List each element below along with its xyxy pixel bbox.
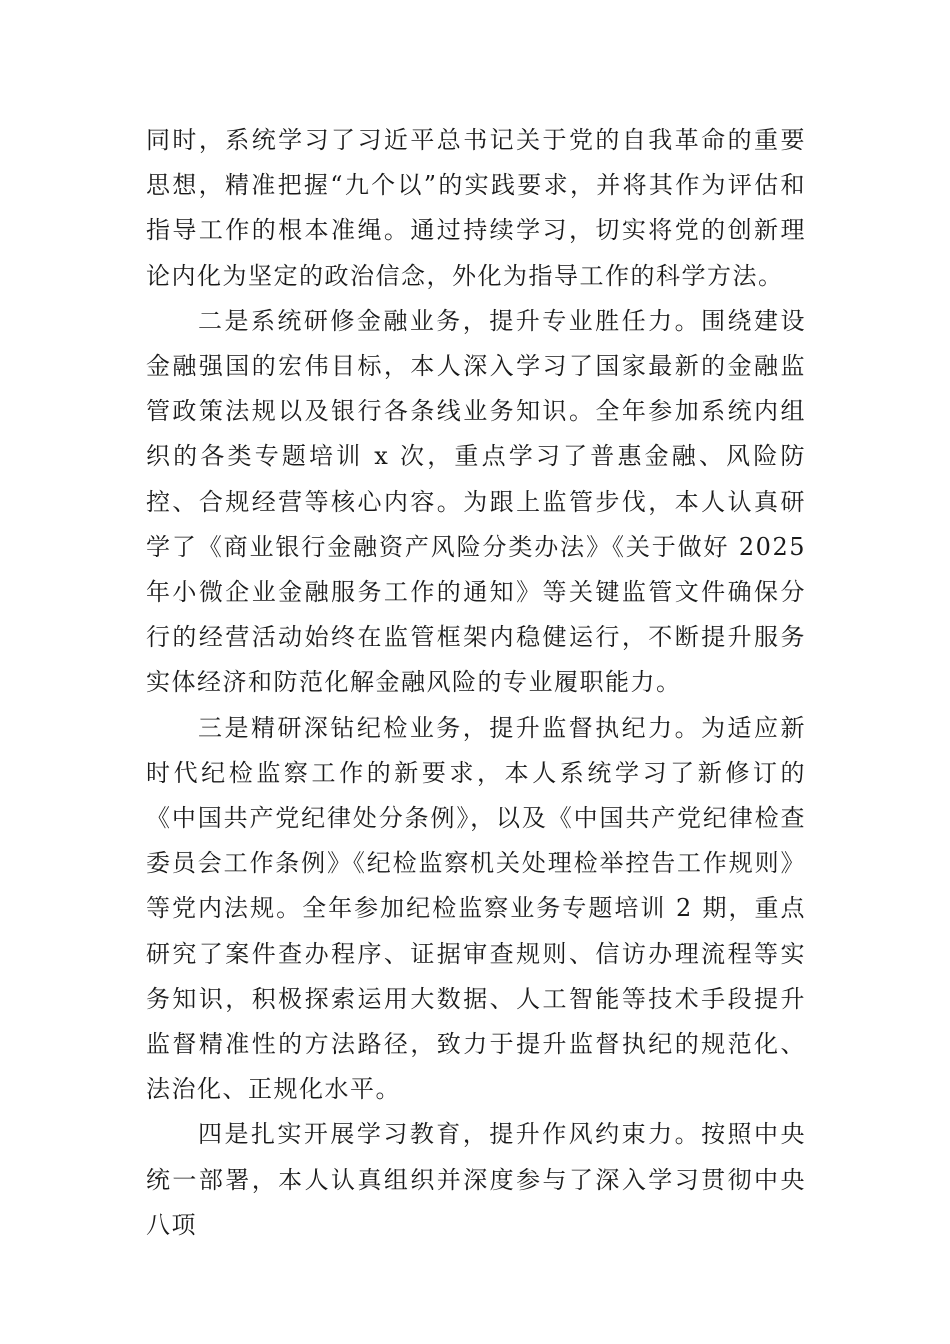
paragraph-discipline-study: 三是精研深钻纪检业务，提升监督执纪力。为适应新时代纪检监察工作的新要求，本人系统学习了新修订的《中国共产党纪律处分条例》，以及《中国共产党纪律检查委员会工作条例》《纪检监察机关处理检举控告工作规则》等党内法规。全年参加纪检监察业务专题培训 2 期，重点研究了案件查办程序、证据审查规则、信访办理流程等实务知识，积极探索运用大数据、人工智能等技术手段提升监督精准性的方法路径，致力于提升监督执纪的规范化、法治化、正规化水平。 (146, 713, 806, 1104)
paragraph-learning-education: 四是扎实开展学习教育，提升作风约束力。按照中央统一部署，本人认真组织并深度参与了深入学习贯彻中央八项 (146, 1120, 806, 1239)
document-body (146, 118, 806, 1248)
paragraph-financial-study: 二是系统研修金融业务，提升专业胜任力。围绕建设金融强国的宏伟目标，本人深入学习了国家最新的金融监管政策法规以及银行各条线业务知识。全年参加系统内组织的各类专题培训 x 次，重点学习了普惠金融、风险防控、合规经营等核心内容。为跟上监管步伐，本人认真研学了《商业银行金融资产风险分类办法》《关于做好 2025 年小微企业金融服务工作的通知》等关键监管文件确保分行的经营活动始终在监管框架内稳健运行，不断提升服务实体经济和防范化解金融风险的专业履职能力。 (146, 306, 806, 697)
paragraph-continuation: 同时，系统学习了习近平总书记关于党的自我革命的重要思想，精准把握“九个以”的实践要求，并将其作为评估和指导工作的根本准绳。通过持续学习，切实将党的创新理论内化为坚定的政治信念，外化为指导工作的科学方法。 (146, 126, 806, 290)
